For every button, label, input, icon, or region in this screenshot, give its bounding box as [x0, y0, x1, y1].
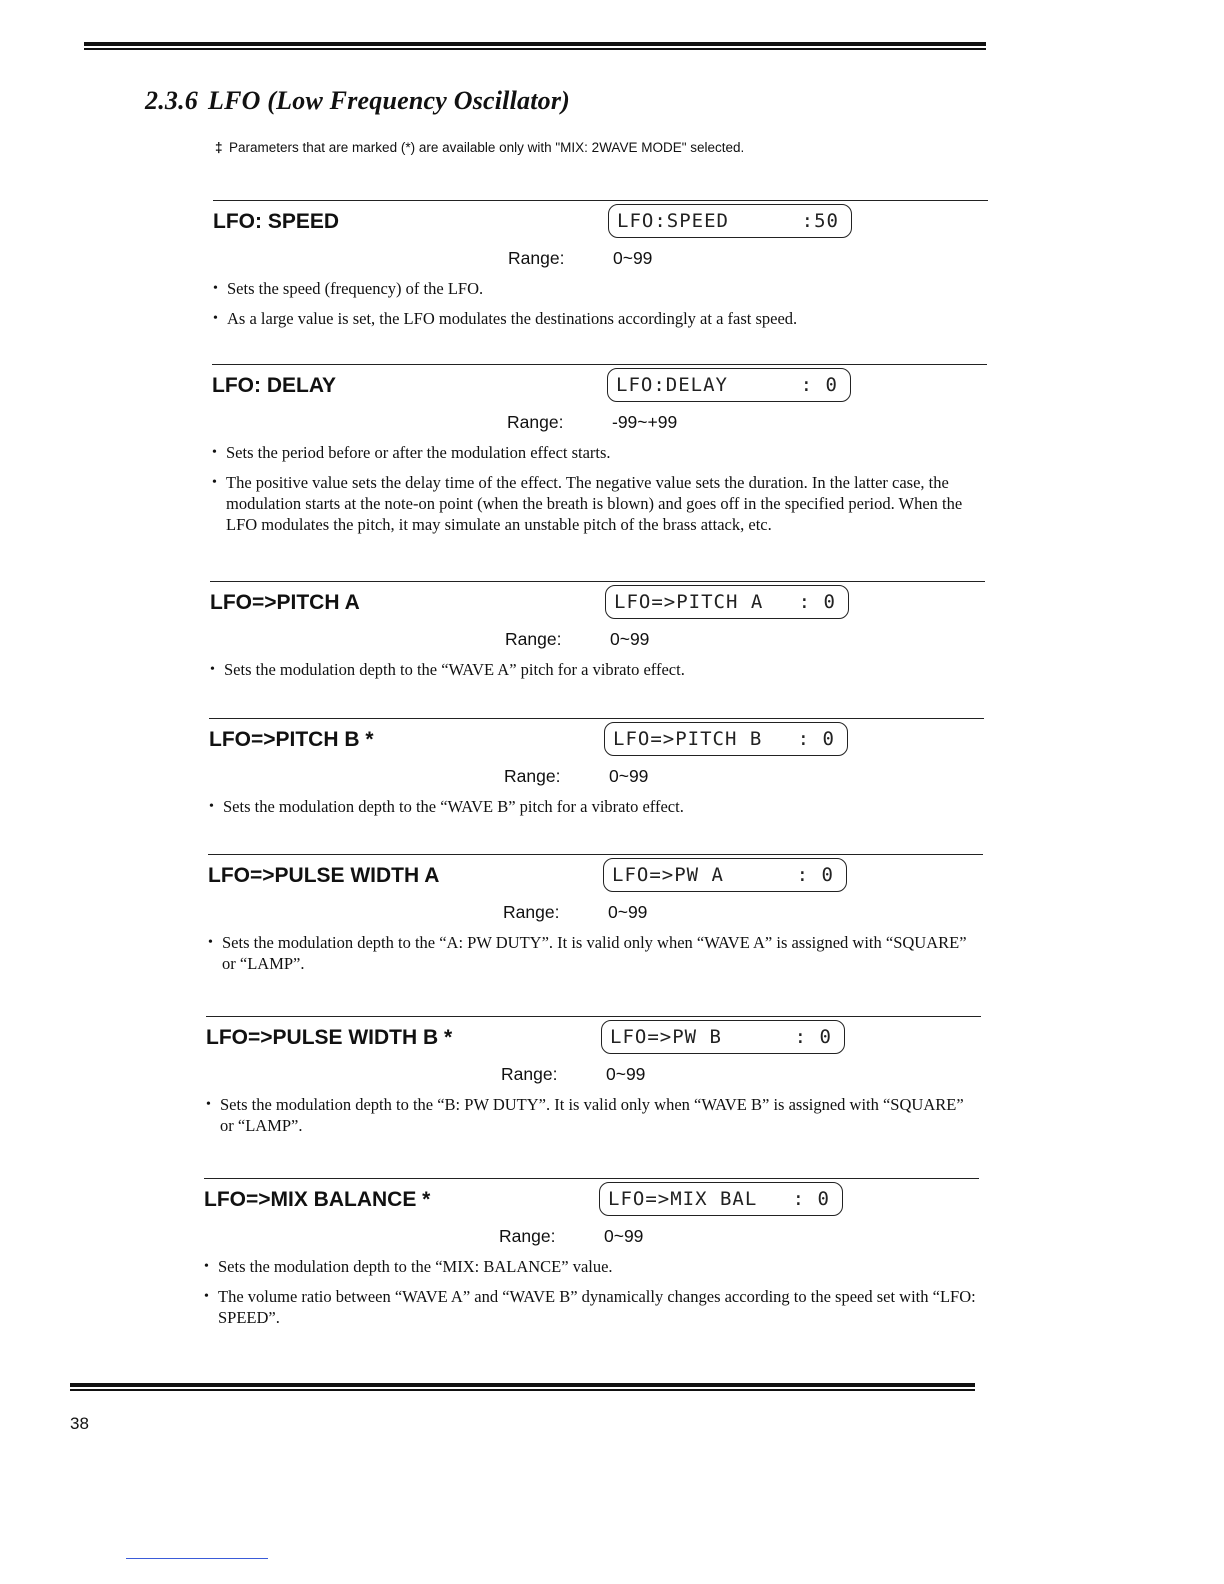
- range-value: -99~+99: [612, 412, 678, 432]
- divider: [204, 1178, 979, 1179]
- lcd-display: [605, 585, 849, 619]
- description-item: • Sets the modulation depth to the “WAVE A” pitch for a vibrato effect.: [210, 659, 985, 680]
- range-value: 0~99: [610, 629, 650, 649]
- description-list: [213, 278, 988, 338]
- range-label: Range:: [501, 1064, 558, 1084]
- footer-link-line: [126, 1558, 268, 1559]
- divider: [209, 718, 984, 719]
- param-name: LFO: DELAY: [212, 374, 337, 397]
- range-label: Range:: [505, 629, 562, 649]
- divider: [212, 364, 987, 365]
- range-value: 0~99: [613, 248, 653, 268]
- pin-icon: ‡: [215, 140, 223, 155]
- lcd-label: LFO:DELAY: [616, 374, 728, 396]
- description-item: • Sets the speed (frequency) of the LFO.: [213, 278, 988, 299]
- range-label: Range:: [499, 1226, 556, 1246]
- description-list: [212, 442, 987, 544]
- param-name: LFO=>MIX BALANCE *: [204, 1188, 431, 1211]
- divider: [213, 200, 988, 201]
- lcd-value: : 0: [792, 1188, 830, 1210]
- range-value: 0~99: [604, 1226, 644, 1246]
- range-label: Range:: [503, 902, 560, 922]
- lcd-display: [608, 204, 852, 238]
- lcd-value: : 0: [798, 591, 836, 613]
- lcd-label: LFO=>PW B: [610, 1026, 722, 1048]
- param-name: LFO=>PULSE WIDTH A: [208, 864, 440, 887]
- description-item: • Sets the period before or after the modulation effect starts.: [212, 442, 987, 463]
- range-value: 0~99: [609, 766, 649, 786]
- range-value: 0~99: [608, 902, 648, 922]
- param-name: LFO=>PITCH B *: [209, 728, 374, 751]
- lcd-value: : 0: [800, 374, 838, 396]
- description-item: • The positive value sets the delay time of the effect. The negative value sets the duration. In the latter case, the modulation starts at the note-on point (when the breath is blown) and goes off in the specified period. When the LFO modulates the pitch, it may simulate an unstable pitch of the brass attack, etc.: [212, 472, 987, 535]
- divider: [206, 1016, 981, 1017]
- description-list: [210, 659, 985, 689]
- divider: [208, 854, 983, 855]
- param-name: LFO: SPEED: [213, 210, 340, 233]
- param-name: LFO=>PITCH A: [210, 591, 360, 614]
- range-value: 0~99: [606, 1064, 646, 1084]
- lcd-value: : 0: [797, 728, 835, 750]
- lcd-display: [601, 1020, 845, 1054]
- lcd-display: [607, 368, 851, 402]
- availability-note-text: Parameters that are marked (*) are available only with "MIX: 2WAVE MODE" selected.: [229, 140, 745, 155]
- description-list: [209, 796, 984, 826]
- section-title: [145, 86, 570, 116]
- range-label: Range:: [507, 412, 564, 432]
- description-list: [204, 1256, 979, 1337]
- bottom-rule: [70, 1383, 975, 1393]
- lcd-label: LFO=>PITCH A: [614, 591, 764, 613]
- section-number: 2.3.6: [145, 86, 198, 115]
- description-list: [206, 1094, 981, 1145]
- description-list: [208, 932, 983, 983]
- lcd-display: [603, 858, 847, 892]
- lcd-label: LFO:SPEED: [617, 210, 729, 232]
- param-name: LFO=>PULSE WIDTH B *: [206, 1026, 453, 1049]
- description-item: • Sets the modulation depth to the “A: PW DUTY”. It is valid only when “WAVE A” is assigned with “SQUARE” or “LAMP”.: [208, 932, 983, 974]
- lcd-value: : 0: [794, 1026, 832, 1048]
- page-number: 38: [70, 1414, 89, 1433]
- range-label: Range:: [508, 248, 565, 268]
- availability-note: [215, 140, 744, 155]
- description-item: • As a large value is set, the LFO modulates the destinations accordingly at a fast speed.: [213, 308, 988, 329]
- lcd-value: :50: [801, 210, 839, 232]
- description-item: • Sets the modulation depth to the “B: PW DUTY”. It is valid only when “WAVE B” is assigned with “SQUARE” or “LAMP”.: [206, 1094, 981, 1136]
- section-title-text: LFO (Low Frequency Oscillator): [208, 86, 571, 115]
- top-rule: [84, 42, 986, 51]
- lcd-label: LFO=>PITCH B: [613, 728, 763, 750]
- lcd-label: LFO=>PW A: [612, 864, 724, 886]
- lcd-display: [604, 722, 848, 756]
- divider: [210, 581, 985, 582]
- description-item: • Sets the modulation depth to the “MIX: BALANCE” value.: [204, 1256, 979, 1277]
- range-label: Range:: [504, 766, 561, 786]
- lcd-display: [599, 1182, 843, 1216]
- lcd-label: LFO=>MIX BAL: [608, 1188, 758, 1210]
- description-item: • The volume ratio between “WAVE A” and “WAVE B” dynamically changes according to the speed set with “LFO: SPEED”.: [204, 1286, 979, 1328]
- lcd-value: : 0: [796, 864, 834, 886]
- description-item: • Sets the modulation depth to the “WAVE B” pitch for a vibrato effect.: [209, 796, 984, 817]
